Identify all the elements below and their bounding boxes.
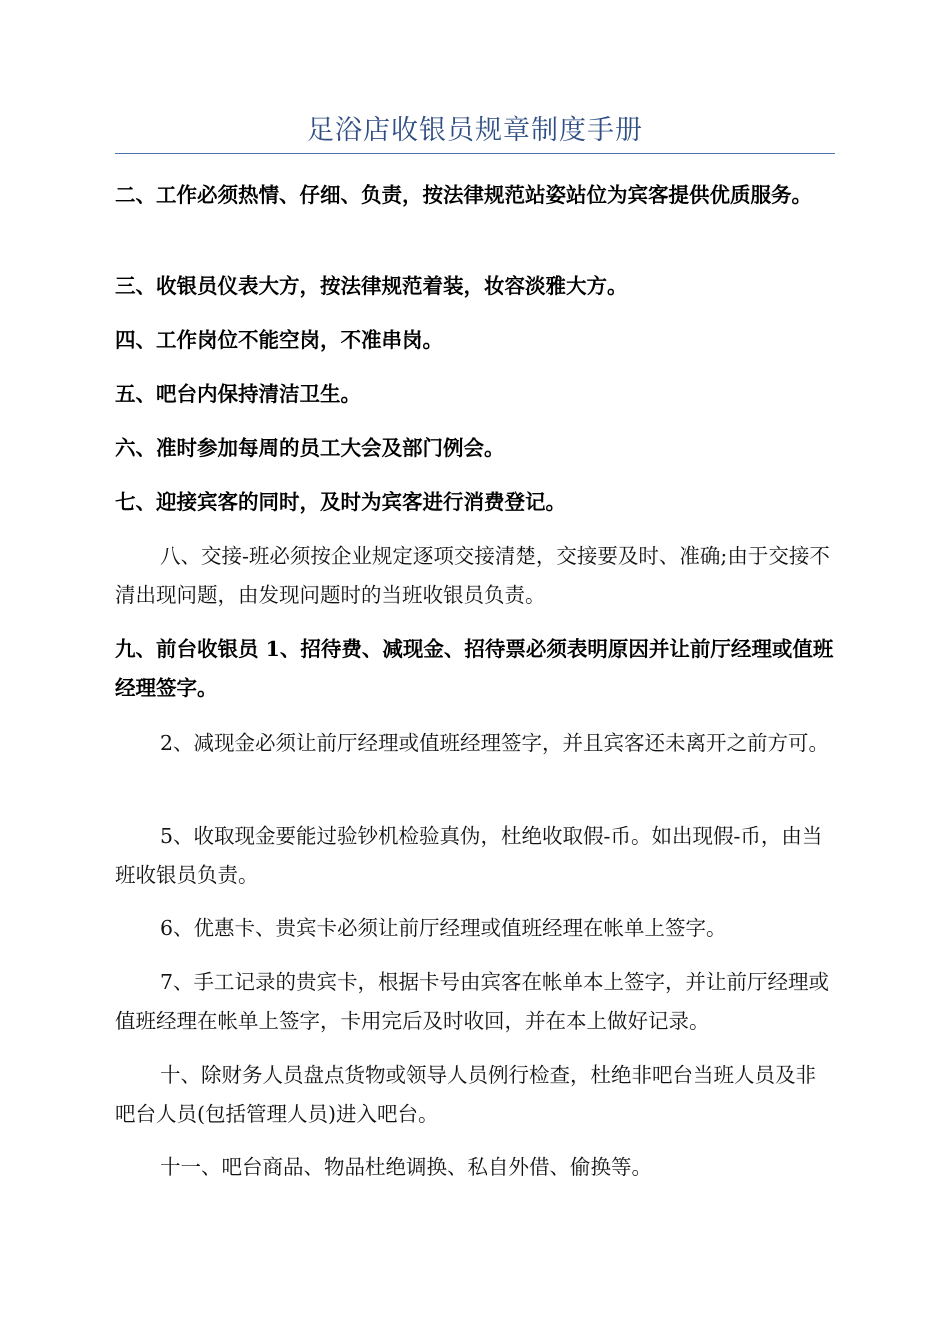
paragraph-9-item-2: 2、减现金必须让前厅经理或值班经理签字，并且宾客还未离开之前方可。: [160, 731, 830, 755]
paragraph-6: 六、准时参加每周的员工大会及部门例会。: [115, 436, 505, 460]
paragraph-7: 七、迎接宾客的同时，及时为宾客进行消费登记。: [115, 490, 566, 514]
paragraph-9-item-5: 5、收取现金要能过验钞机检验真伪，杜绝收取假-币。如出现假-币，由当班收银员负责。: [115, 824, 823, 887]
paragraph-9: 九、前台收银员 1、招待费、减现金、招待票必须表明原因并让前厅经理或值班经理签字。: [115, 637, 834, 700]
title-underline: [115, 153, 835, 154]
paragraph-2: 二、工作必须热情、仔细、负责，按法律规范站姿站位为宾客提供优质服务。: [115, 183, 812, 207]
paragraph-11: 十一、吧台商品、物品杜绝调换、私自外借、偷换等。: [160, 1155, 652, 1179]
paragraph-4: 四、工作岗位不能空岗，不准串岗。: [115, 328, 443, 352]
paragraph-9-item-6: 6、优惠卡、贵宾卡必须让前厅经理或值班经理在帐单上签字。: [160, 916, 727, 940]
paragraph-10: 十、除财务人员盘点货物或领导人员例行检查，杜绝非吧台当班人员及非吧台人员(包括管理人员)进入吧台。: [115, 1063, 816, 1126]
paragraph-9-item-7: 7、手工记录的贵宾卡，根据卡号由宾客在帐单本上签字，并让前厅经理或值班经理在帐单上签字，卡用完后及时收回，并在本上做好记录。: [115, 970, 830, 1033]
paragraph-3: 三、收银员仪表大方，按法律规范着装，妆容淡雅大方。: [115, 274, 628, 298]
paragraph-8: 八、交接-班必须按企业规定逐项交接清楚，交接要及时、准确;由于交接不清出现问题，由发现问题时的当班收银员负责。: [115, 544, 830, 607]
paragraph-5: 五、吧台内保持清洁卫生。: [115, 382, 361, 406]
document-title: 足浴店收银员规章制度手册: [307, 115, 643, 146]
